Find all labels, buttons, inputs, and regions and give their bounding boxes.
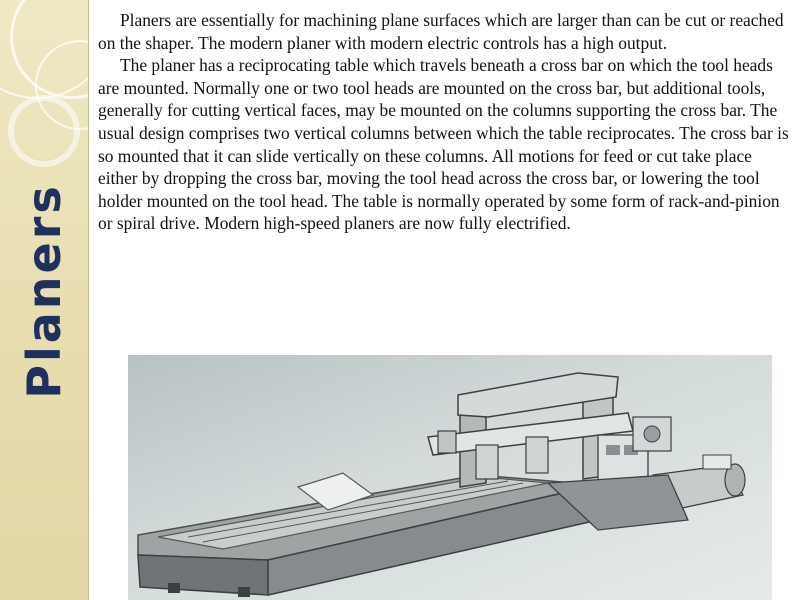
planer-machine-illustration — [128, 355, 772, 600]
band-divider — [88, 0, 89, 600]
decorative-ring — [8, 95, 80, 167]
paragraph-description: The planer has a reciprocating table which travels beneath a cross bar on which the tool heads are mounted. Normally one or two tool heads are mounted on the cross bar, but additional tools, generally for cutting vertical faces, may be mounted on the columns supporting the cross bar. The usual design comprises two vertical columns between which the table reciprocates. The cross bar is so mounted that it can slide vertically on these columns. All motions for feed or cut take place either by dropping the cross bar, moving the tool head across the cross bar, or lowering the tool holder mounted on the tool head. The table is normally operated by some form of rack-and-pinion or spiral drive. Modern high-speed planers are now fully electrified. — [98, 55, 789, 234]
body-text — [98, 9, 793, 235]
slide-title: Planers — [17, 183, 71, 399]
paragraph-intro: Planers are essentially for machining plane surfaces which are larger than can be cut or reached on the shaper. The modern planer with modern electric controls has a high output. — [98, 10, 784, 53]
planer-machine-photo — [128, 355, 772, 600]
